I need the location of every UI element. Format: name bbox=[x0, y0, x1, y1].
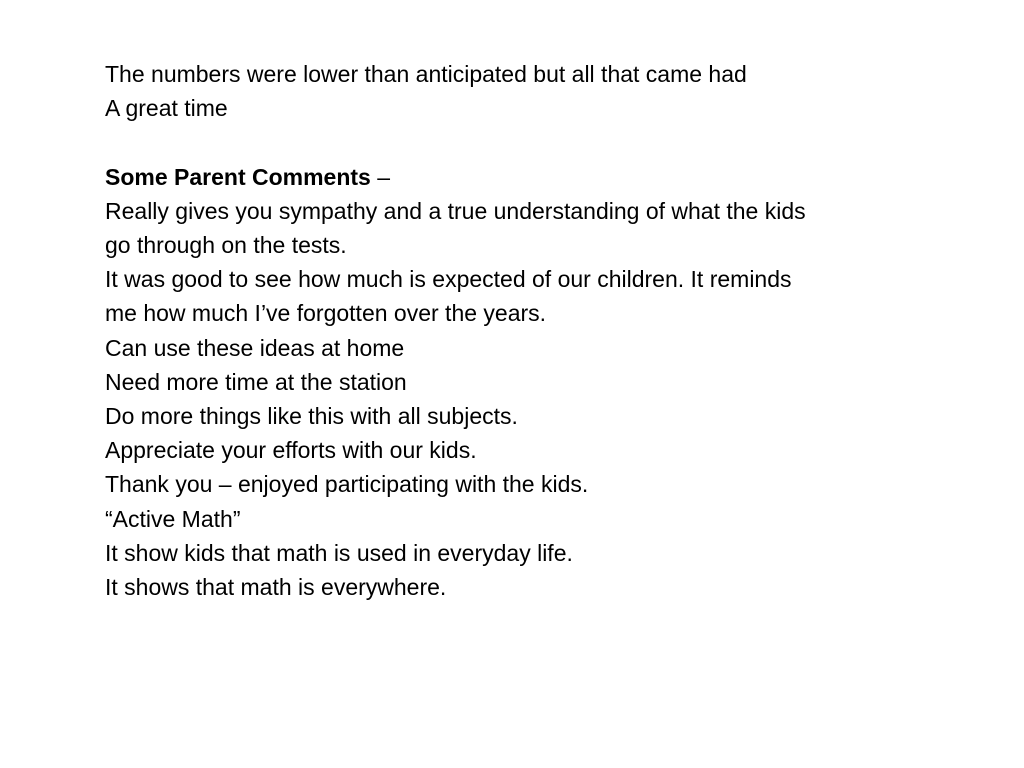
comment-line: “Active Math” bbox=[105, 505, 241, 532]
comment-line: Can use these ideas at home bbox=[105, 334, 405, 361]
comments-heading bbox=[105, 160, 1005, 194]
comment-line: me how much I’ve forgotten over the years. bbox=[105, 300, 547, 327]
comment-line: Thank you – enjoyed participating with the kids. bbox=[105, 471, 589, 498]
comments-heading-title: Some Parent Comments bbox=[105, 163, 371, 190]
comment-line: Do more things like this with all subjects. bbox=[105, 403, 518, 430]
intro-line-1: The numbers were lower than anticipated but all that came had bbox=[105, 61, 747, 87]
comment-line: Need more time at the station bbox=[105, 368, 407, 395]
comments-heading-dash: – bbox=[370, 163, 391, 190]
comment-line: It show kids that math is used in everyday life. bbox=[105, 539, 573, 566]
slide-body bbox=[105, 57, 1005, 604]
comment-line: It was good to see how much is expected of our children. It reminds bbox=[105, 266, 792, 293]
spacer bbox=[105, 125, 1005, 159]
intro-line-2: A great time bbox=[105, 95, 228, 122]
comment-line: go through on the tests. bbox=[105, 232, 347, 258]
comment-line: Really gives you sympathy and a true understanding of what the kids bbox=[105, 197, 806, 224]
comment-line: It shows that math is everywhere. bbox=[105, 574, 447, 601]
comment-line: Appreciate your efforts with our kids. bbox=[105, 437, 477, 464]
